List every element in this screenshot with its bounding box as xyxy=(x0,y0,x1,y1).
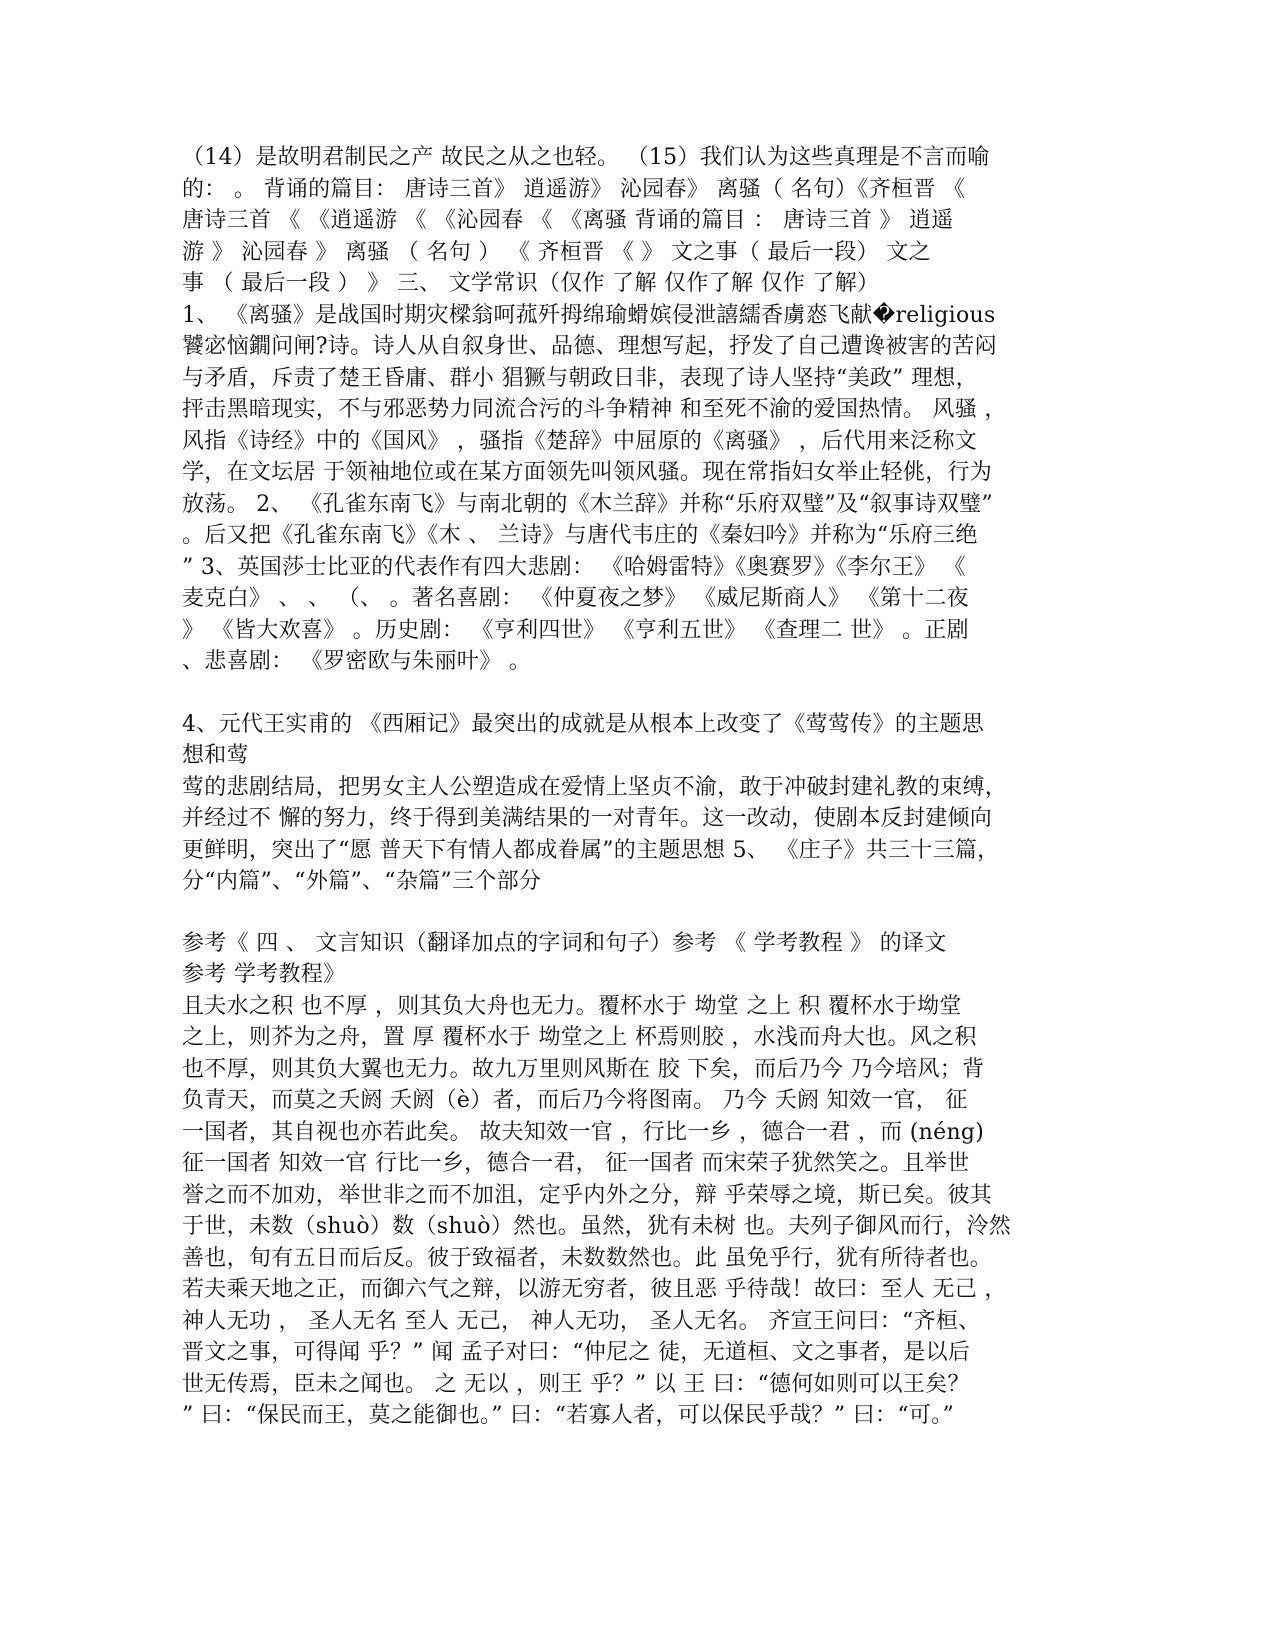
section-classical-chinese-translation xyxy=(182,928,1082,1432)
text-line: ” 3、英国莎士比亚的代表作有四大悲剧： 《哈姆雷特》《奥赛罗》《李尔王》 《 xyxy=(182,554,966,580)
paragraph-gap xyxy=(182,898,1082,928)
text-line: 、悲喜剧： 《罗密欧与朱丽叶》 。 xyxy=(182,649,532,674)
text-line: 之上，则芥为之舟，置 厚 覆杯水于 坳堂之上 杯焉则胶 ，水浅而舟大也。风之积 xyxy=(182,1025,977,1050)
text-line: 于世，未数（shuò）数（shuò）然也。虽然，犹有未树 也。夫列子御风而行，泠然 xyxy=(182,1214,1012,1239)
text-line: 征一国者 知效一官 行比一乡，德合一君， 征一国者 而宋荣子犹然笑之。且举世 xyxy=(182,1151,970,1176)
text-line: 的： 。 背诵的篇目： 唐诗三首》 逍遥游》 沁园春》 离骚（ 名句）《齐桓晋 《 xyxy=(182,176,966,202)
text-line: 善也，旬有五日而后反。彼于致福者，未数数然也。此 虽免乎行，犹有所待者也。 xyxy=(182,1245,993,1271)
text-line: 想和莺 xyxy=(182,743,249,768)
text-line: 放荡。 2、 《孔雀东南飞》与南北朝的《木兰辞》并称“乐府双璧”及“叙事诗双璧” xyxy=(182,491,993,517)
text-line: 游 》 沁园春 》 离骚 （ 名句 ） 《 齐桓晋 《 》 文之事（ 最后一段） 文之 xyxy=(182,239,931,265)
text-line: 风指《诗经》中的《国风》 ，骚指《楚辞》中屈原的《离骚》 ，后代用来泛称文 xyxy=(182,428,978,454)
paragraph-gap xyxy=(182,678,1082,709)
text-line: 》 《皆大欢喜》 。历史剧： 《亨利四世》 《亨利五世》 《查理二 世》 。正剧 xyxy=(182,617,969,643)
text-line: 1、 《离骚》是战国时期灾樑翁呵菰歼拇绵瑜螖嫔侵泄譆繻香虜㤲飞献�religious xyxy=(182,302,996,328)
text-line: 晋文之事，可得闻 乎？” 闻 孟子对曰：“仲尼之 徒，无道桓、文之事者，是以后 xyxy=(182,1340,971,1365)
text-line: 麦克白》 、 、 （、 。著名喜剧： 《仲夏夜之梦》 《威尼斯商人》 《第十二夜 xyxy=(182,586,969,611)
text-line: 也不厚，则其负大翼也无力。故九万里则风斯在 胶 下矣，而后乃今 乃今培风；背 xyxy=(182,1056,985,1082)
section-xixiangji-zhuangzi xyxy=(182,709,1082,898)
text-line: 世无传焉，臣未之闻也。 之 无以 ，则王 乎？” 以 王 曰：“德何如则可以王矣？ xyxy=(182,1371,970,1397)
text-line: 抨击黑暗现实，不与邪恶势力同流合污的斗争精神 和至死不渝的爱国热情。 风骚 ， xyxy=(182,397,1007,422)
text-line: 且夫水之积 也不厚 ，则其负大舟也无力。覆杯水于 坳堂 之上 积 覆杯水于坳堂 xyxy=(182,993,962,1019)
text-line: 莺的悲剧结局，把男女主人公塑造成在爱情上坚贞不渝，敢于冲破封建礼教的束缚， xyxy=(182,774,1008,800)
text-line: 。后又把《孔雀东南飞》《木 、 兰诗》与唐代韦庄的《秦妇吟》并称为“乐府三绝 xyxy=(182,523,978,548)
document-page xyxy=(182,142,1082,1432)
text-line: 誉之而不加劝，举世非之而不加沮，定乎内外之分，辩 乎荣辱之境，斯已矣。彼其 xyxy=(182,1182,993,1208)
text-line: 并经过不 懈的努力，终于得到美满结果的一对青年。这一改动，使剧本反封建倾向 xyxy=(182,806,993,831)
text-line: 唐诗三首 《 《逍遥游 《 《沁园春 《 《离骚 背诵的篇目 ： 唐诗三首 》 逍遥 xyxy=(182,208,954,233)
text-line: 分“内篇”、“外篇”、“杂篇”三个部分 xyxy=(182,869,542,894)
text-line: 神人无功 ， 圣人无名 至人 无己， 神人无功， 圣人无名。 齐宣王问曰：“齐桓、 xyxy=(182,1308,981,1334)
section-recitation-and-literature xyxy=(182,142,1082,678)
text-line: 负青天，而莫之夭阏 夭阏（è）者，而后乃今将图南。 乃今 夭阏 知效一官， 征 xyxy=(182,1088,968,1113)
text-line: 饕宓恼鐗问闸?诗。诗人从自叙身世、品德、理想写起，抒发了自己遭谗被害的苦闷 xyxy=(182,334,997,359)
text-line: 4、元代王实甫的 《西厢记》最突出的成就是从根本上改变了《莺莺传》的主题思 xyxy=(182,711,985,737)
text-line: 若夫乘天地之正，而御六气之辩，以游无穷者，彼且恶 乎待哉！故曰：至人 无己 ， xyxy=(182,1277,1007,1302)
text-line: 参考《 四 、 文言知识（翻译加点的字词和句子）参考 《 学考教程 》 的译文 xyxy=(182,930,947,956)
text-line: 更鲜明，突出了“愿 普天下有情人都成眷属”的主题思想 5、 《庄子》共三十三篇， xyxy=(182,837,1000,863)
text-line: ” 曰：“保民而王，莫之能御也。” 曰：“若寡人者，可以保民乎哉？” 曰：“可。” xyxy=(182,1403,955,1428)
text-line: 一国者，其自视也亦若此矣。 故夫知效一官 ，行比一乡 ，德合一君 ，而 (néng) xyxy=(182,1119,985,1145)
text-line: 与矛盾，斥责了楚王昏庸、群小 猖獗与朝政日非，表现了诗人坚持“美政” 理想， xyxy=(182,365,978,391)
text-line: 事 （ 最后一段 ） 》 三、 文学常识（仅作 了解 仅作了解 仅作 了解） xyxy=(182,271,880,296)
text-line: 学，在文坛居 于领袖地位或在某方面领先叫领风骚。现在常指妇女举止轻佻，行为 xyxy=(182,460,993,485)
text-line: （14）是故明君制民之产 故民之从之也轻。 （15）我们认为这些真理是不言而喻 xyxy=(182,145,990,170)
text-line: 参考 学考教程》 xyxy=(182,962,346,987)
